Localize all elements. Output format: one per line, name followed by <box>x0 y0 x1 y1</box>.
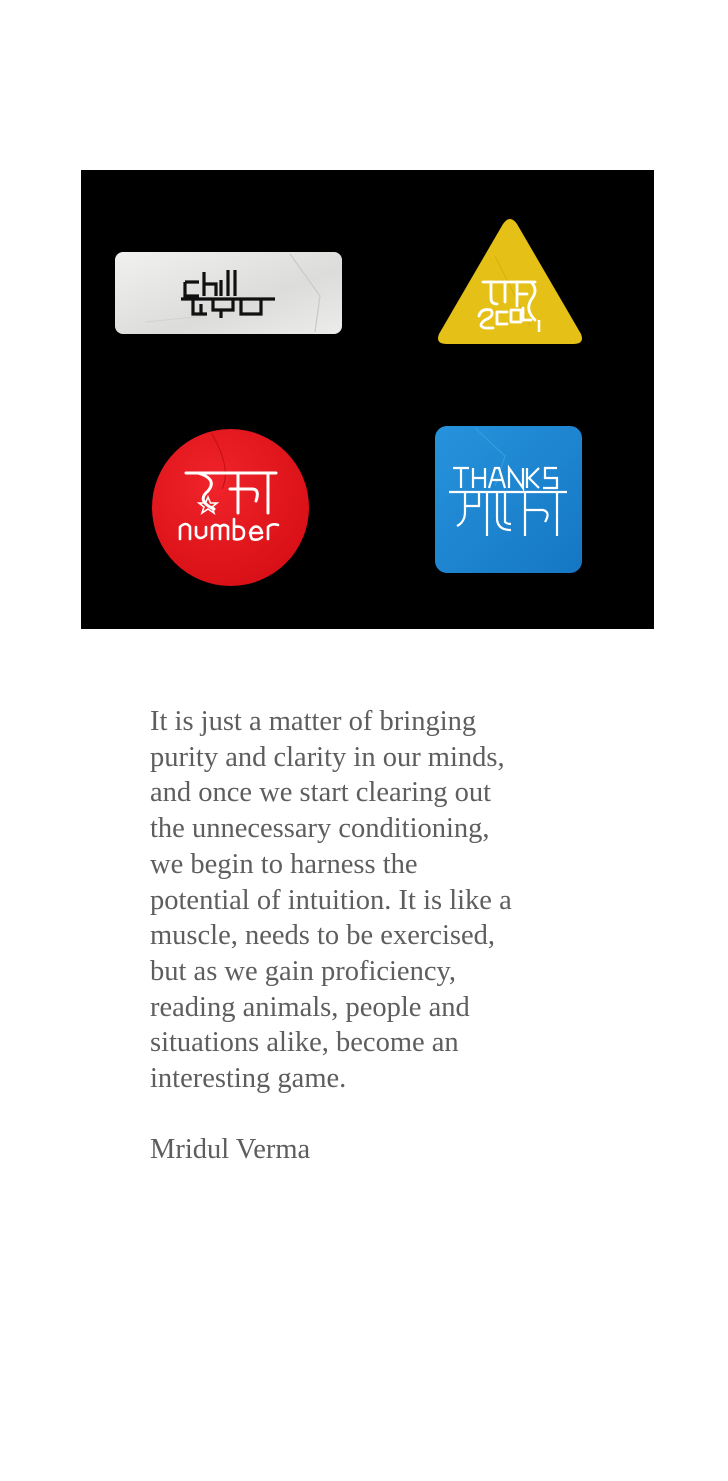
ek-number-sticker <box>152 429 309 586</box>
kya-scene-sticker <box>435 216 585 350</box>
sticker-artwork <box>81 170 654 629</box>
quote-text: It is just a matter of bringing purity and clarity in our minds, and once we start clearing out the unnecessary conditioning, we begin to harness the potential of intuition. It is like a muscle, needs to be exercised, but as we gain proficiency, reading animals, people and situations alike, become an interesting game. <box>150 706 512 1095</box>
quote-author: Mridul Verma <box>150 1134 311 1165</box>
thanks-yaar-sticker <box>435 426 582 573</box>
chill-kar-sticker <box>115 252 342 334</box>
